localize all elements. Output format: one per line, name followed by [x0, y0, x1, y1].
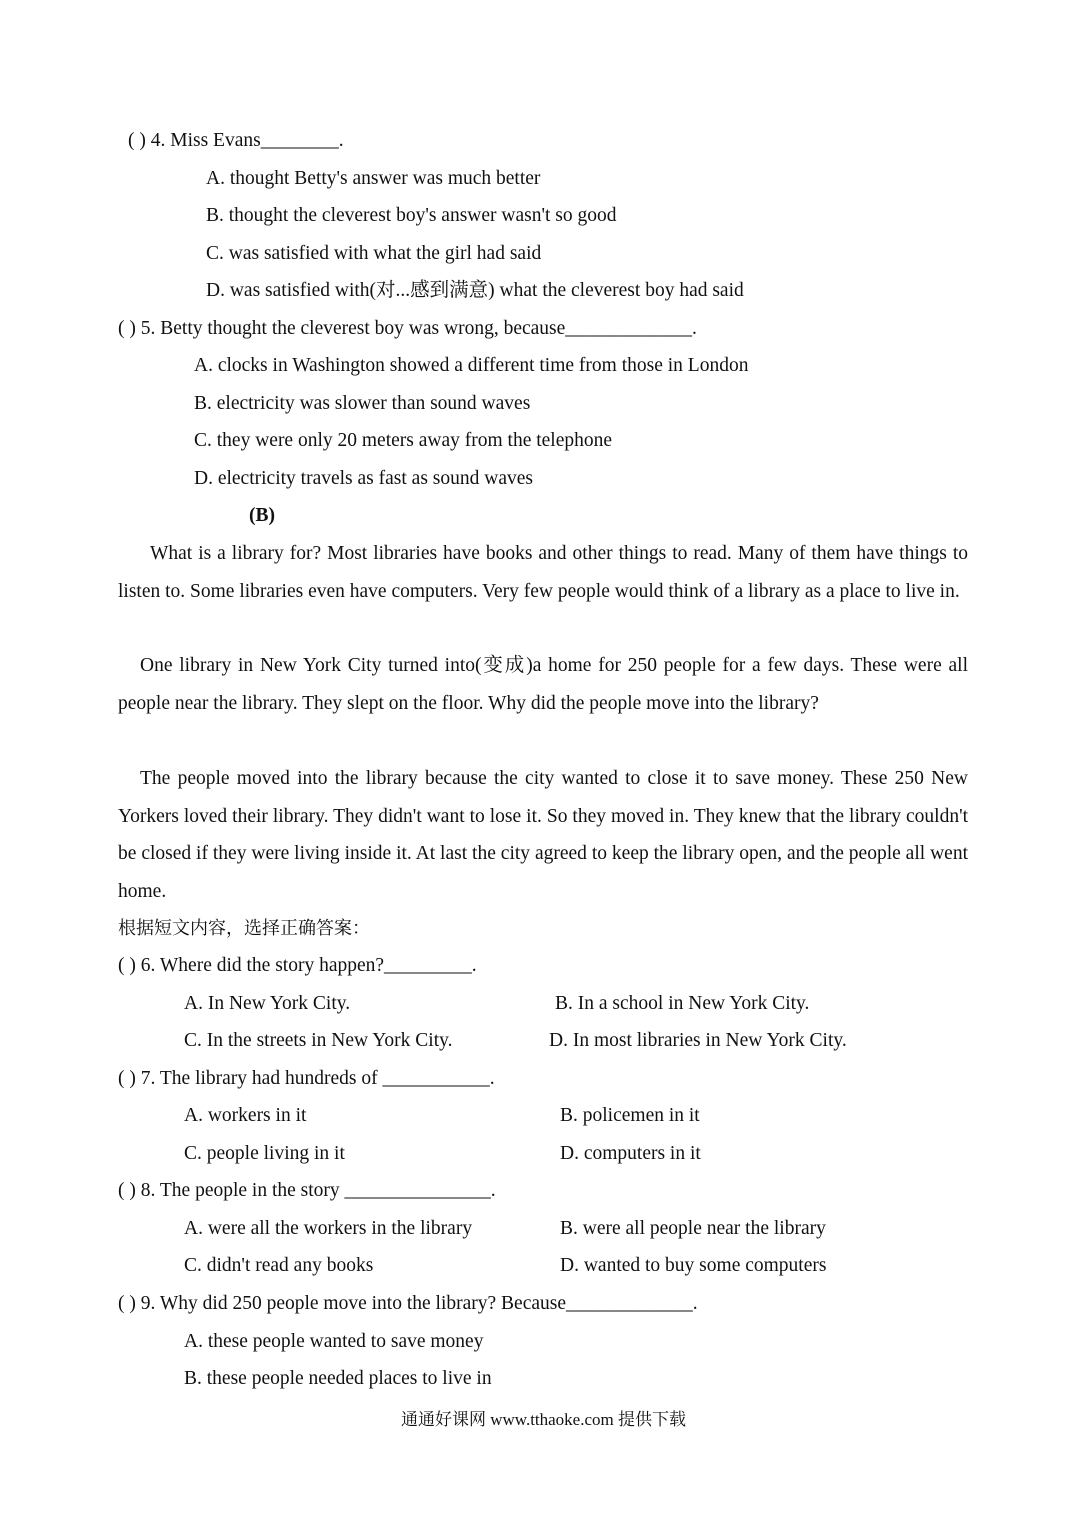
question-6-option-d: D. In most libraries in New York City. — [549, 1030, 847, 1051]
question-4-option-c: C. was satisfied with what the girl had said — [206, 243, 542, 264]
passage-paragraph-2: One library in New York City turned into(变成)a home for 250 people for a few days. These were all people near the library. They slept on the floor. Why did the people move into the library? — [118, 655, 968, 714]
passage-paragraph-1: What is a library for? Most libraries have books and other things to read. Many of them have things to listen to. Some libraries even have computers. Very few people would think of a library as a place to live in. — [118, 543, 968, 602]
question-8-option-b: B. were all people near the library — [560, 1218, 826, 1239]
question-5-stem: ( ) 5. Betty thought the cleverest boy was wrong, because_____________. — [118, 318, 697, 339]
instruction-text: 根据短文内容，选择正确答案： — [118, 918, 370, 939]
question-5-option-b: B. electricity was slower than sound waves — [194, 393, 531, 414]
question-6-option-b: B. In a school in New York City. — [555, 993, 810, 1014]
question-8-option-c: C. didn't read any books — [184, 1255, 374, 1276]
question-8-option-d: D. wanted to buy some computers — [560, 1255, 827, 1276]
question-7-option-b: B. policemen in it — [560, 1105, 700, 1126]
page-footer: 通通好课网 www.tthaoke.com 提供下载 — [400, 1410, 687, 1429]
question-5-option-a: A. clocks in Washington showed a different time from those in London — [194, 355, 749, 376]
section-b-heading: (B) — [249, 505, 275, 526]
passage-paragraph-3: The people moved into the library because the city wanted to close it to save money. These 250 New Yorkers loved their library. They didn't want to lose it. So they moved in. They knew that the library couldn't be closed if they were living inside it. At last the city agreed to keep the library open, and the people all went home. — [118, 768, 968, 902]
question-7-option-a: A. workers in it — [184, 1105, 307, 1126]
question-4-option-d: D. was satisfied with(对...感到满意) what the cleverest boy had said — [206, 280, 744, 301]
question-5-option-c: C. they were only 20 meters away from the telephone — [194, 430, 613, 451]
question-7-stem: ( ) 7. The library had hundreds of ___________. — [118, 1068, 495, 1089]
question-4-option-a: A. thought Betty's answer was much better — [206, 168, 541, 189]
question-4-option-b: B. thought the cleverest boy's answer wasn't so good — [206, 205, 617, 226]
question-7-option-c: C. people living in it — [184, 1143, 345, 1164]
question-5-option-d: D. electricity travels as fast as sound waves — [194, 468, 533, 489]
question-9-option-a: A. these people wanted to save money — [184, 1331, 484, 1352]
question-6-option-c: C. In the streets in New York City. — [184, 1030, 453, 1051]
question-6-stem: ( ) 6. Where did the story happen?_________. — [118, 955, 477, 976]
question-9-stem: ( ) 9. Why did 250 people move into the library? Because_____________. — [118, 1293, 698, 1314]
question-9-option-b: B. these people needed places to live in — [184, 1368, 492, 1389]
question-8-option-a: A. were all the workers in the library — [184, 1218, 473, 1239]
question-8-stem: ( ) 8. The people in the story _______________. — [118, 1180, 496, 1201]
question-7-option-d: D. computers in it — [560, 1143, 701, 1164]
question-4-stem: ( ) 4. Miss Evans________. — [128, 130, 344, 151]
question-6-option-a: A. In New York City. — [184, 993, 351, 1014]
